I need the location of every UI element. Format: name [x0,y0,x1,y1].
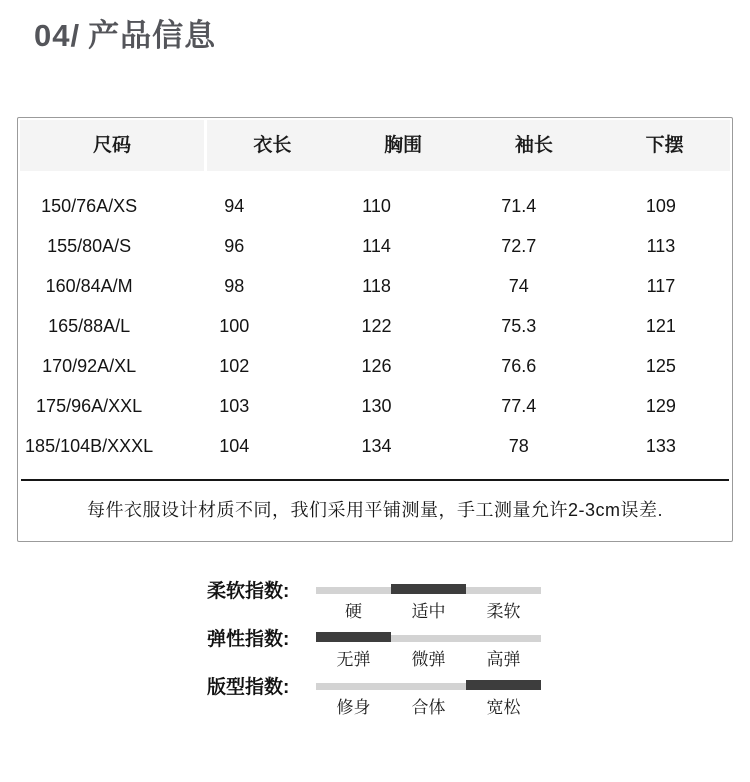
measurement-note: 每件衣服设计材质不同，我们采用平铺测量，手工测量允许2-3cm误差. [86,500,663,520]
index-bar-group [316,629,541,670]
bar-option-label: 合体 [411,698,446,717]
table-row [18,226,732,266]
index-bar-group [316,581,541,622]
measure-cell: 77.4 [501,396,537,416]
measure-cell: 117 [646,276,676,296]
measure-cell: 104 [219,436,250,456]
measure-cell: 102 [219,356,250,376]
measure-cell: 133 [645,436,676,456]
index-label: 版型指数: [207,677,290,698]
column-header-2: 衣长 [207,120,338,171]
measure-cell: 98 [224,276,245,296]
table-row [18,186,732,226]
size-cell: 165/88A/L [48,316,131,336]
measure-cell: 126 [361,356,392,376]
bar-segment-active [316,632,391,642]
index-row [207,629,541,677]
table-body [18,171,732,466]
size-cell: 185/104B/XXXL [25,436,154,456]
bar-segment-active [466,680,541,690]
measure-cell: 134 [361,436,392,456]
index-bar [316,680,541,690]
size-cell: 160/84A/M [45,276,133,296]
index-label: 弹性指数: [207,629,290,650]
table-row [18,306,732,346]
measure-cell: 121 [645,316,676,336]
measure-cell: 100 [219,316,250,336]
size-cell: 175/96A/XXL [36,396,143,416]
measure-cell: 96 [224,236,245,256]
measure-cell: 75.3 [501,316,537,336]
column-header-5: 下摆 [599,120,730,171]
measure-cell: 71.4 [501,196,537,216]
index-section [207,581,541,725]
size-chart-table [17,117,733,542]
bar-segment [466,587,541,594]
bar-option-label: 修身 [336,698,371,717]
index-bar [316,584,541,594]
bar-option-label: 适中 [411,602,446,621]
measure-cell: 72.7 [501,236,537,256]
bar-option-label: 微弹 [411,650,446,669]
section-number: 04/ [34,18,81,53]
bar-option-label: 硬 [345,602,362,621]
measure-cell: 118 [362,276,391,296]
table-row [18,266,732,306]
bar-option-label: 高弹 [486,650,521,669]
table-header-row [20,120,730,171]
index-bar-labels [316,650,541,670]
measure-cell: 110 [362,196,391,216]
measure-cell: 114 [362,236,391,256]
measure-cell: 74 [508,276,529,296]
measure-cell: 122 [361,316,392,336]
size-cell: 150/76A/XS [41,196,138,216]
table-row [18,386,732,426]
index-label: 柔软指数: [207,581,290,602]
index-bar-labels [316,602,541,622]
bar-segment [316,683,391,690]
measure-cell: 125 [645,356,676,376]
index-bar-labels [316,698,541,718]
size-cell: 170/92A/XL [42,356,137,376]
bar-option-label: 无弹 [336,650,371,669]
measure-cell: 103 [219,396,250,416]
table-row [18,346,732,386]
index-row [207,677,541,725]
measure-cell: 94 [224,196,245,216]
bar-option-label: 柔软 [486,602,521,621]
bar-segment-active [391,584,466,594]
measure-cell: 78 [508,436,529,456]
index-row [207,581,541,629]
index-bar-group [316,677,541,718]
bar-segment [391,683,466,690]
measure-cell: 113 [646,236,676,256]
page-title [34,16,216,56]
measure-cell: 76.6 [501,356,537,376]
index-bar [316,632,541,642]
column-header-1: 尺码 [20,120,204,171]
size-cell: 155/80A/S [47,236,132,256]
bar-option-label: 宽松 [486,698,521,717]
measure-cell: 130 [361,396,392,416]
bar-segment [316,587,391,594]
column-header-3: 胸围 [338,120,469,171]
table-row [18,426,732,466]
measure-cell: 129 [645,396,676,416]
bar-segment [391,635,466,642]
section-title-text: 产品信息 [88,18,217,53]
column-header-4: 袖长 [469,120,600,171]
measure-cell: 109 [645,196,676,216]
bar-segment [466,635,541,642]
